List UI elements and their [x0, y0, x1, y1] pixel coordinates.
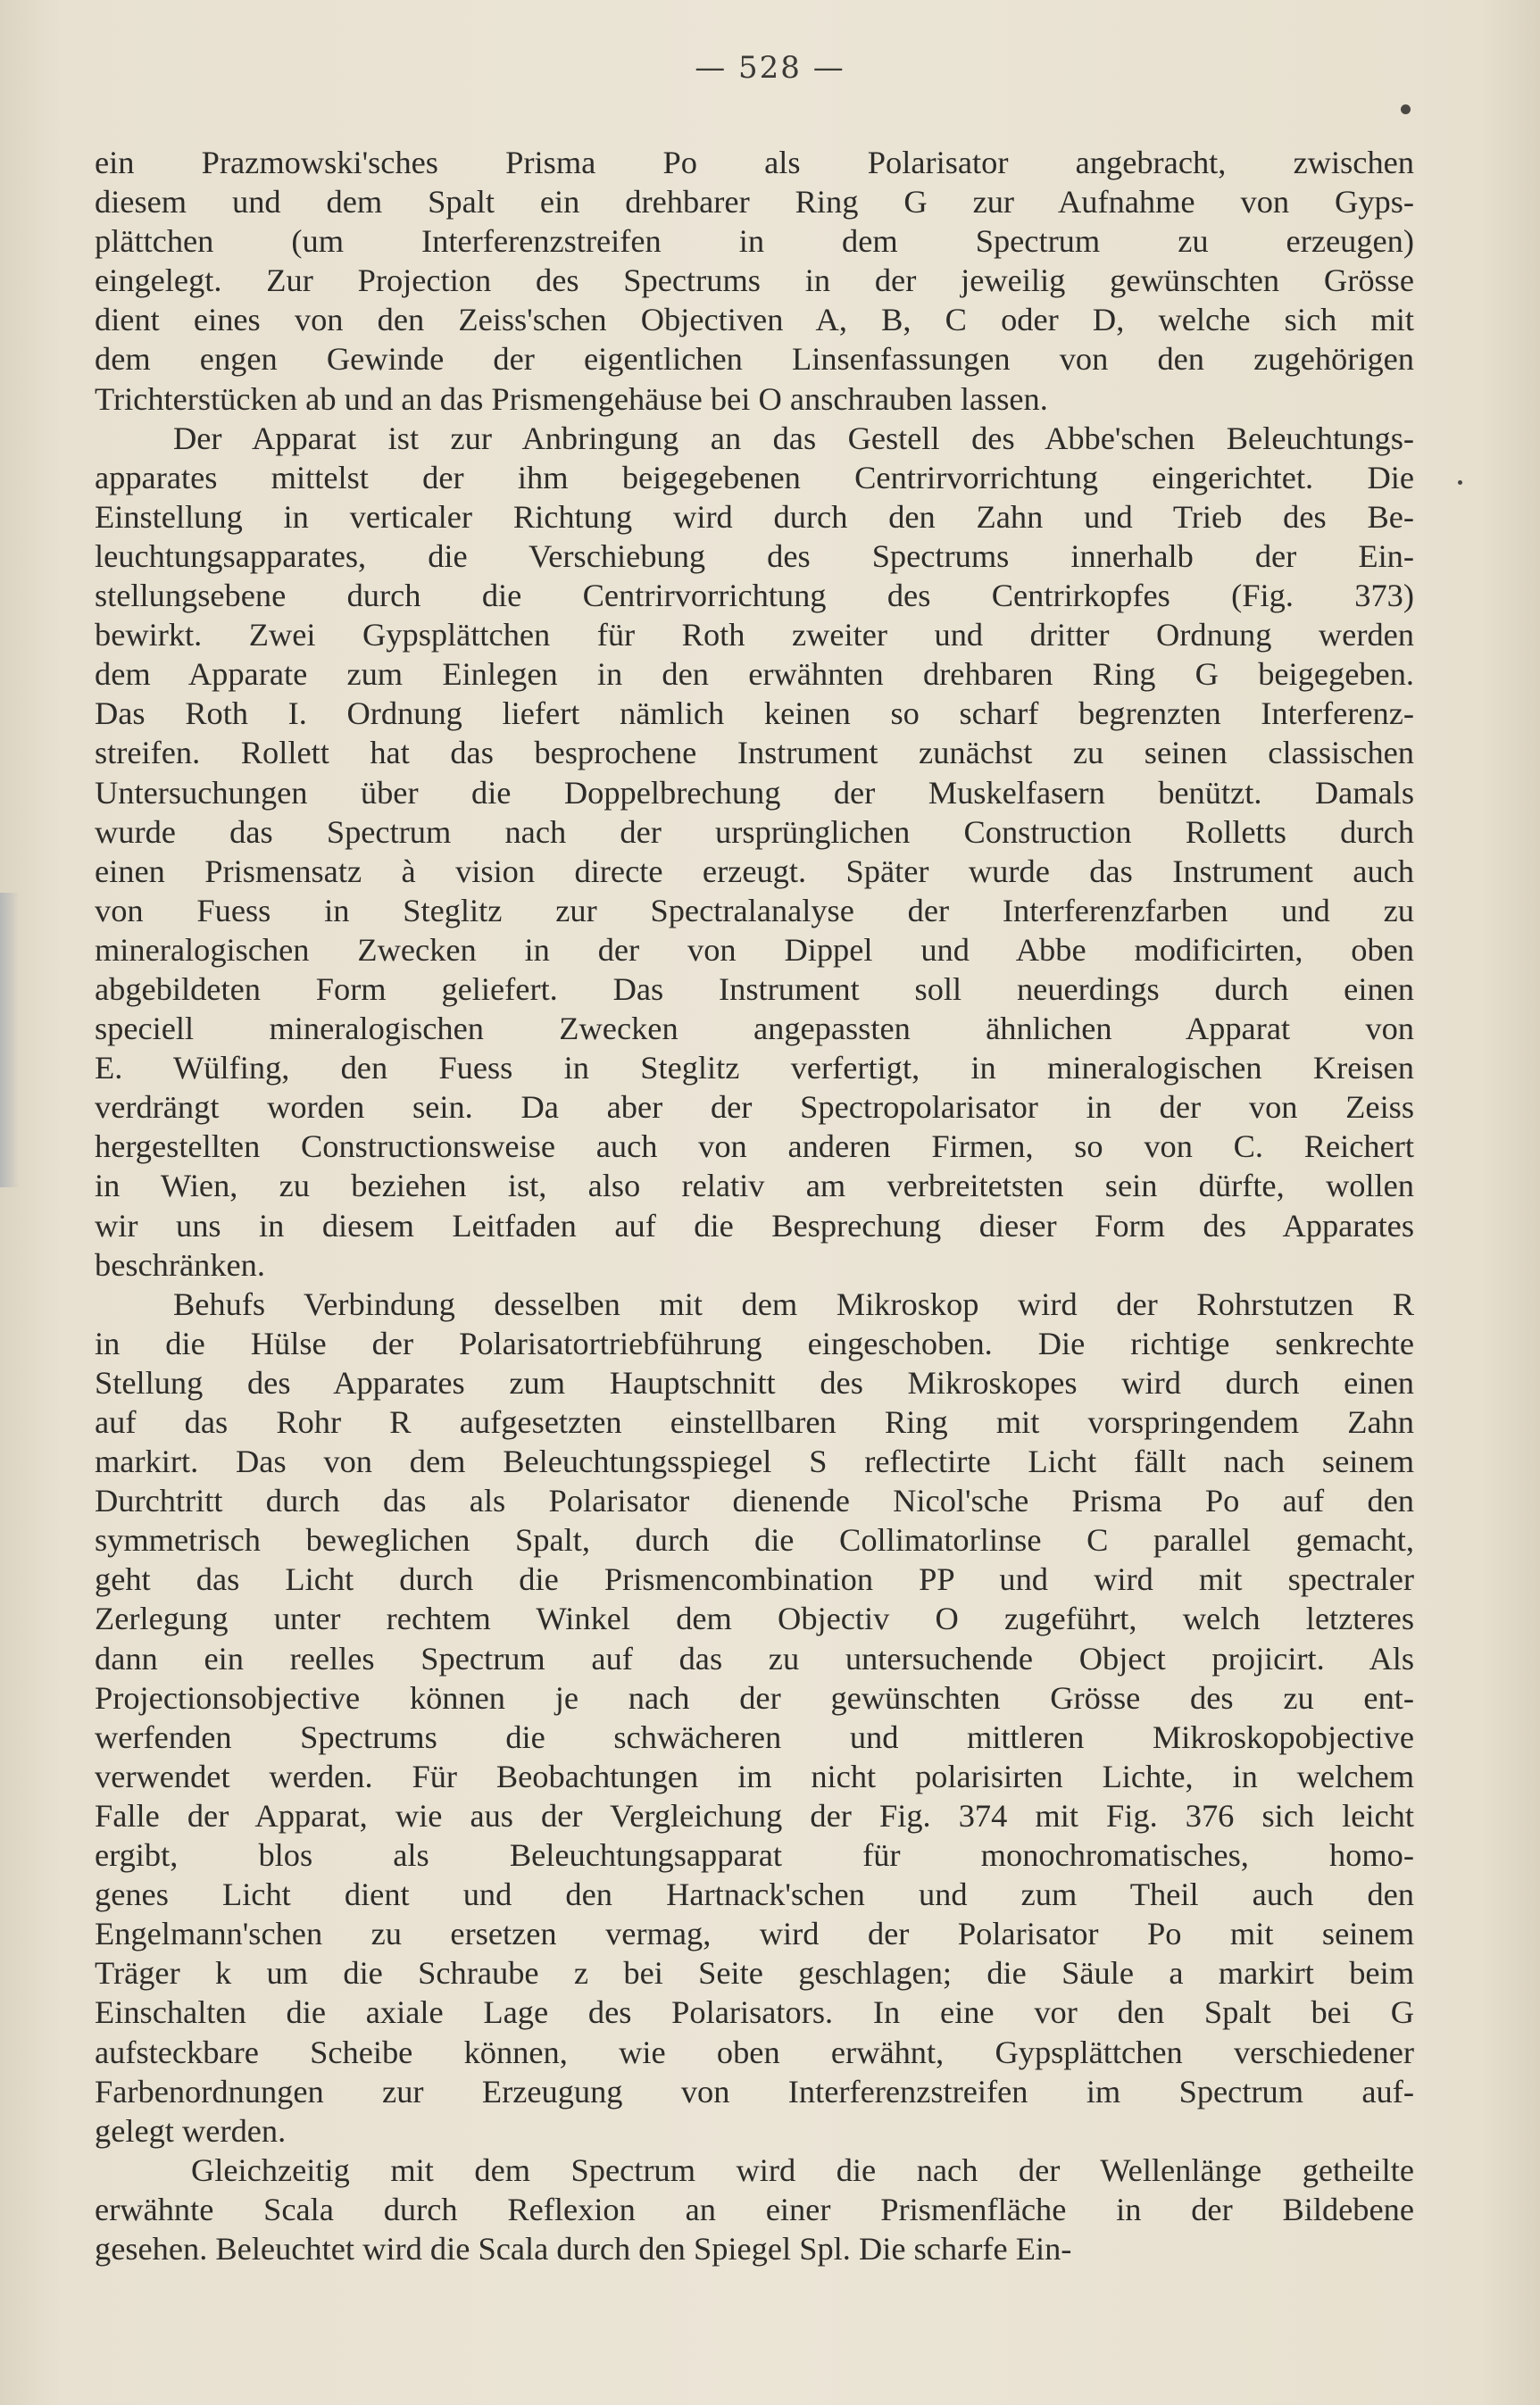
- text-line: aufsteckbare Scheibe können, wie oben erwähnt, Gypsplättchen verschiedener: [95, 2034, 1414, 2070]
- text-line: auf das Rohr R aufgesetzten einstellbaren Ring mit vorspringendem Zahn: [95, 1404, 1414, 1440]
- text-line: dann ein reelles Spectrum auf das zu untersuchende Object projicirt. Als: [95, 1640, 1414, 1677]
- text-line: leuchtungsapparates, die Verschiebung des Spectrums innerhalb der Ein-: [95, 537, 1414, 574]
- text-line: speciell mineralogischen Zwecken angepassten ähnlichen Apparat von: [95, 1011, 1414, 1047]
- text-line: dient eines von den Zeiss'schen Objectiven A, B, C oder D, welche sich mit: [95, 302, 1414, 338]
- text-line: Zerlegung unter rechtem Winkel dem Objectiv O zugeführt, welch letzteres: [95, 1601, 1414, 1637]
- ink-speck: [1401, 104, 1411, 114]
- text-line: beschränken.: [95, 1246, 265, 1283]
- text-line: E. Wülfing, den Fuess in Steglitz verfertigt, in mineralogischen Kreisen: [95, 1050, 1414, 1086]
- text-line: geht das Licht durch die Prismencombination PP und wird mit spectraler: [95, 1561, 1414, 1598]
- text-line: werfenden Spectrums die schwächeren und mittleren Mikroskopobjective: [95, 1718, 1414, 1755]
- paragraph: [95, 143, 1414, 419]
- text-line: bewirkt. Zwei Gypsplättchen für Roth zweiter und dritter Ordnung werden: [95, 617, 1414, 653]
- text-line: gesehen. Beleuchtet wird die Scala durch den Spiegel Spl. Die scharfe Ein-: [95, 2230, 1072, 2267]
- text-line: eingelegt. Zur Projection des Spectrums in der jeweilig gewünschten Grösse: [95, 262, 1414, 299]
- body-text: [95, 143, 1414, 2268]
- text-line: streifen. Rollett hat das besprochene Instrument zunächst zu seinen classischen: [95, 735, 1414, 771]
- text-line: Behufs Verbindung desselben mit dem Mikroskop wird der Rohrstutzen R: [173, 1286, 1414, 1322]
- page-number: — 528 —: [695, 50, 845, 86]
- text-line: hergestellten Constructionsweise auch von anderen Firmen, so von C. Reichert: [95, 1128, 1414, 1165]
- text-line: einen Prismensatz à vision directe erzeugt. Später wurde das Instrument auch: [95, 853, 1414, 889]
- text-line: apparates mittelst der ihm beigegebenen Centrirvorrichtung eingerichtet. Die: [95, 459, 1414, 495]
- text-line: wurde das Spectrum nach der ursprünglichen Construction Rolletts durch: [95, 813, 1414, 850]
- text-line: Stellung des Apparates zum Hauptschnitt des Mikroskopes wird durch einen: [95, 1364, 1414, 1401]
- text-line: von Fuess in Steglitz zur Spectralanalyse der Interferenzfarben und zu: [95, 892, 1414, 928]
- paragraph: [95, 2151, 1414, 2268]
- text-line: mineralogischen Zwecken in der von Dippel und Abbe modificirten, oben: [95, 931, 1414, 968]
- text-line: Der Apparat ist zur Anbringung an das Gestell des Abbe'schen Beleuchtungs-: [173, 420, 1414, 456]
- text-line: genes Licht dient und den Hartnack'schen und zum Theil auch den: [95, 1877, 1414, 1913]
- text-line: in die Hülse der Polarisatortriebführung eingeschoben. Die richtige senkrechte: [95, 1325, 1414, 1361]
- text-line: ergibt, blos als Beleuchtungsapparat für monochromatisches, homo-: [95, 1837, 1414, 1874]
- text-line: wir uns in diesem Leitfaden auf die Besprechung dieser Form des Apparates: [95, 1207, 1414, 1244]
- text-line: Projectionsobjective können je nach der gewünschten Grösse des zu ent-: [95, 1679, 1414, 1716]
- text-line: dem engen Gewinde der eigentlichen Linsenfassungen von den zugehörigen: [95, 341, 1414, 378]
- text-line: erwähnte Scala durch Reflexion an einer Prismenfläche in der Bildebene: [95, 2191, 1414, 2227]
- ink-speck: [1458, 480, 1462, 485]
- paragraph: [95, 1285, 1414, 2151]
- text-line: Falle der Apparat, wie aus der Vergleichung der Fig. 374 mit Fig. 376 sich leicht: [95, 1797, 1414, 1834]
- scan-edge-shadow: [0, 893, 20, 1187]
- paragraph: [95, 419, 1414, 1285]
- text-line: verdrängt worden sein. Da aber der Spectropolarisator in der von Zeiss: [95, 1089, 1414, 1126]
- text-line: in Wien, zu beziehen ist, also relativ am verbreitetsten sein dürfte, wollen: [95, 1168, 1414, 1204]
- text-line: markirt. Das von dem Beleuchtungsspiegel S reflectirte Licht fällt nach seinem: [95, 1444, 1414, 1480]
- text-line: Engelmann'schen zu ersetzen vermag, wird der Polarisator Po mit seinem: [95, 1916, 1414, 1952]
- text-line: gelegt werden.: [95, 2112, 287, 2149]
- text-line: Träger k um die Schraube z bei Seite geschlagen; die Säule a markirt beim: [95, 1955, 1414, 1992]
- text-line: symmetrisch beweglichen Spalt, durch die Collimatorlinse C parallel gemacht,: [95, 1522, 1414, 1559]
- text-line: abgebildeten Form geliefert. Das Instrument soll neuerdings durch einen: [95, 970, 1414, 1007]
- text-line: verwendet werden. Für Beobachtungen im nicht polarisirten Lichte, in welchem: [95, 1758, 1414, 1794]
- text-line: stellungsebene durch die Centrirvorrichtung des Centrirkopfes (Fig. 373): [95, 578, 1414, 614]
- text-line: Einstellung in verticaler Richtung wird durch den Zahn und Trieb des Be-: [95, 498, 1414, 535]
- text-line: ein Prazmowski'sches Prisma Po als Polarisator angebracht, zwischen: [95, 145, 1414, 180]
- text-line: Untersuchungen über die Doppelbrechung der Muskelfasern benützt. Damals: [95, 774, 1414, 811]
- text-line: Trichterstücken ab und an das Prismengehäuse bei O anschrauben lassen.: [95, 380, 1048, 417]
- text-line: Gleichzeitig mit dem Spectrum wird die nach der Wellenlänge getheilte: [191, 2151, 1414, 2188]
- text-line: plättchen (um Interferenzstreifen in dem Spectrum zu erzeugen): [95, 223, 1414, 260]
- text-line: diesem und dem Spalt ein drehbarer Ring G zur Aufnahme von Gyps-: [95, 184, 1414, 221]
- text-line: dem Apparate zum Einlegen in den erwähnten drehbaren Ring G beigegeben.: [95, 656, 1414, 693]
- text-line: Das Roth I. Ordnung liefert nämlich keinen so scharf begrenzten Interferenz-: [95, 695, 1414, 732]
- text-line: Durchtritt durch das als Polarisator dienende Nicol'sche Prisma Po auf den: [95, 1483, 1414, 1519]
- text-line: Einschalten die axiale Lage des Polarisators. In eine vor den Spalt bei G: [95, 1994, 1414, 2031]
- text-line: Farbenordnungen zur Erzeugung von Interferenzstreifen im Spectrum auf-: [95, 2073, 1414, 2110]
